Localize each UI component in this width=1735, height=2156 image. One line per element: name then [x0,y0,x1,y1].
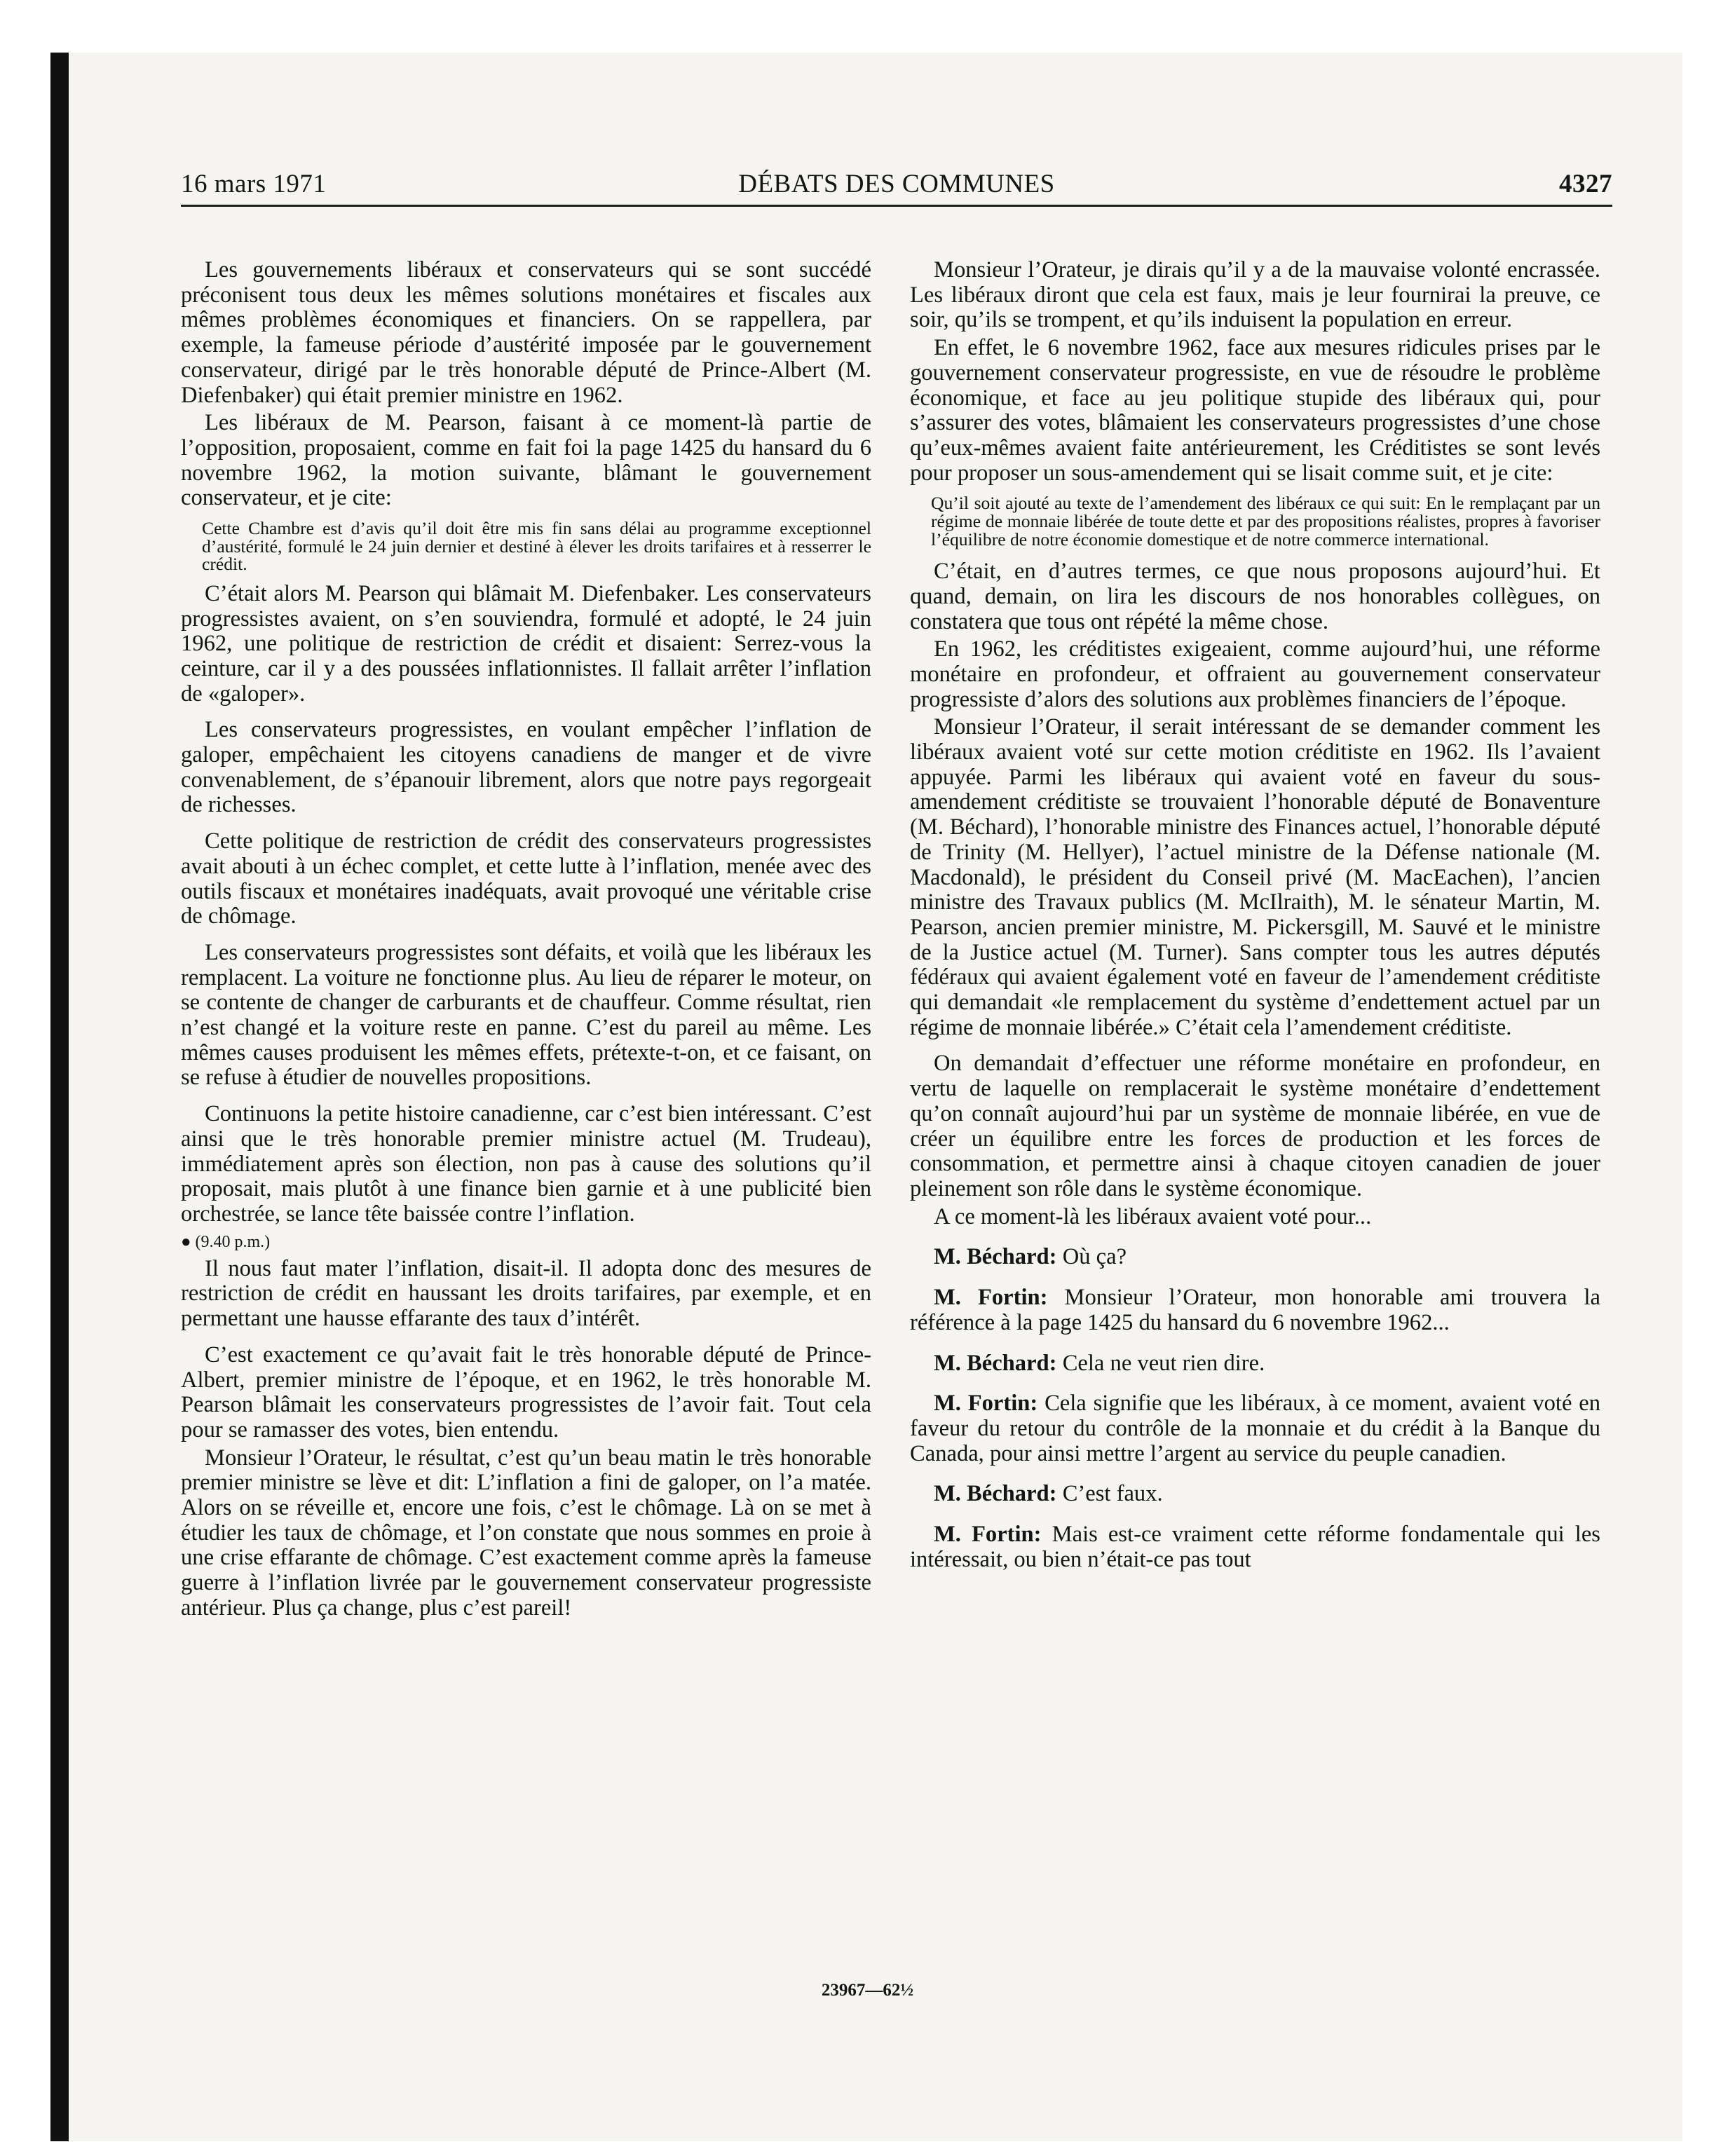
paragraph: On demandait d’effectuer une réforme monétaire en profondeur, en vertu de laquelle on remplacerait le système monétaire d’endettement qu’on connaît aujourd’hui par un système de monnaie libérée, en vue de créer un équilibre entre les forces de production et les forces de consommation, et permettre ainsi à chaque citoyen canadien de jouer pleinement son rôle dans le système économique. [910,1051,1600,1201]
paragraph: Monsieur l’Orateur, il serait intéressant de se demander comment les libéraux avaient voté sur cette motion créditiste en 1962. Ils l’avaient appuyée. Parmi les libéraux qui avaient voté en faveur du sous-amendement créditiste se trouvaient l’honorable député de Bonaventure (M. Béchard), l’honorable ministre des Finances actuel, l’honorable député de Trinity (M. Hellyer), l’actuel ministre de la Défense nationale (M. Macdonald), le président du Conseil privé (M. MacEachen), l’ancien ministre des Travaux publics (M. McIlraith), M. le sénateur Martin, M. Pearson, ancien premier ministre, M. Pickersgill, M. Sauvé et le ministre de la Justice actuel (M. Turner). Sans compter tous les autres députés fédéraux qui avaient également voté en faveur de l’amendement créditiste qui demandait «le remplacement du système d’endettement actuel par un régime de monnaie libérée.» C’était cela l’amendement créditiste. [910,714,1600,1040]
speaker-entry [910,1482,1600,1507]
running-header [181,163,1612,207]
speaker-name: M. Fortin: [934,1522,1042,1548]
paragraph: Cette politique de restriction de crédit des conservateurs progressistes avait abouti à un échec complet, et cette lutte à l’inflation, menée avec des outils fiscaux et monétaires inadéquats, avait provoqué une véritable crise de chômage. [181,828,871,929]
speech-text: Cela signifie que les libéraux, à ce moment, avaient voté en faveur du retour du contrôle de la monnaie et du crédit à la Banque du Canada, pour ainsi mettre l’argent au service du peuple canadien. [910,1391,1600,1466]
paragraph: Les conservateurs progressistes sont défaits, et voilà que les libéraux les remplacent. La voiture ne fonctionne plus. Au lieu de réparer le moteur, on se contente de changer de carburants et de chauffeur. Comme résultat, rien n’est changé et la voiture reste en panne. C’est du pareil au même. Les mêmes causes produisent les mêmes effets, prétexte-t-on, et ce faisant, on se refuse à étudier de nouvelles propositions. [181,939,871,1091]
header-date: 16 mars 1971 [181,170,327,198]
speaker-name: M. Fortin: [934,1391,1038,1417]
paragraph: En effet, le 6 novembre 1962, face aux mesures ridicules prises par le gouvernement conservateur progressiste, en vue de résoudre le problème économique, et face au jeu politique stupide des libéraux qui, pour s’assurer des votes, blâmaient les conservateurs progressistes d’une chose qu’eux-mêmes avaient faite antérieurement, les Créditistes se sont levés pour proposer un sous-amendement qui se lisait comme suit, et je cite: [910,335,1600,486]
scan-edge-bar [50,53,69,2141]
speaker-entry [910,1285,1600,1335]
speaker-entry [910,1391,1600,1466]
time-marker: ● (9.40 p.m.) [181,1232,271,1251]
paragraph: Monsieur l’Orateur, je dirais qu’il y a de la mauvaise volonté encrassée. Les libéraux diront que cela est faux, mais je leur fournirai la preuve, ce soir, qu’ils se trompent, et qu’ils induisent la population en erreur. [910,257,1600,333]
speaker-name: M. Béchard: [934,1350,1057,1376]
right-column [910,258,1600,1575]
page-number: 4327 [1559,170,1612,198]
paragraph: En 1962, les créditistes exigeaient, comme aujourd’hui, une réforme monétaire en profondeur, et offraient au gouvernement conservateur progressiste d’alors des solutions aux problèmes financiers de l’époque. [910,636,1600,712]
speaker-entry [910,1351,1600,1377]
paragraph: Les gouvernements libéraux et conservateurs qui se sont succédé préconisent tous deux les mêmes solutions monétaires et fiscales aux mêmes problèmes économiques et financiers. On se rappellera, par exemple, la fameuse période d’austérité imposée par le gouvernement conservateur, dirigé par le très honorable député de Prince-Albert (M. Diefenbaker) qui était premier ministre en 1962. [181,257,871,408]
speaker-entry [910,1522,1600,1572]
print-code-footer: 23967—62½ [821,1981,914,2000]
header-title: DÉBATS DES COMMUNES [738,170,1055,198]
block-quote: Qu’il soit ajouté au texte de l’amendement des libéraux ce qui suit: En le remplaçant par un régime de monnaie libérée de toute dette et par des propositions réalistes, propres à favoriser l’équilibre de notre économie domestique et de notre commerce international. [931,493,1600,550]
speaker-name: M. Fortin: [934,1285,1048,1311]
speaker-entry [910,1245,1600,1270]
speech-text: C’est faux. [1062,1481,1163,1507]
speech-text: Où ça? [1062,1244,1127,1270]
left-column [181,258,871,1624]
paragraph: A ce moment-là les libéraux avaient voté pour... [934,1203,1372,1229]
speech-text: Mais est-ce vraiment cette réforme fondamentale qui les intéressait, ou bien n’était-ce pas tout [910,1522,1600,1572]
paragraph: Il nous faut mater l’inflation, disait-il. Il adopta donc des mesures de restriction de crédit en haussant les droits tarifaires, par exemple, et en permettant une hausse effarante des taux d’intérêt. [181,1255,871,1332]
paragraph: Monsieur l’Orateur, le résultat, c’est qu’un beau matin le très honorable premier ministre se lève et dit: L’inflation a fini de galoper, on l’a matée. Alors on se réveille et, encore une fois, c’est le chômage. Là on se met à étudier les taux de chômage, et l’on constate que nous sommes en proie à une crise effarante de chômage. C’est exactement comme après la fameuse guerre à l’inflation livrée par le gouvernement conservateur progressiste antérieur. Plus ça change, plus c’est pareil! [181,1445,871,1621]
speech-text: Monsieur l’Orateur, mon honorable ami trouvera la référence à la page 1425 du hansard du 6 novembre 1962... [910,1285,1601,1335]
speaker-name: M. Béchard: [934,1481,1057,1507]
paragraph: Continuons la petite histoire canadienne, car c’est bien intéressant. C’est ainsi que le très honorable premier ministre actuel (M. Trudeau), immédiatement après son élection, non pas à cause des solutions qu’il proposait, mais plutôt à une finance bien garnie et à une publicité bien orchestrée, se lance tête baissée contre l’inflation. [181,1101,871,1227]
paragraph: C’était alors M. Pearson qui blâmait M. Diefenbaker. Les conservateurs progressistes avaient, on s’en souviendra, formulé et adopté, le 24 juin 1962, une politique de restriction de crédit et disaient: Serrez-vous la ceinture, car il y a des poussées inflationnistes. Il fallait arrêter l’inflation de «galoper». [181,580,871,707]
speaker-name: M. Béchard: [934,1244,1057,1270]
paragraph: Les libéraux de M. Pearson, faisant à ce moment-là partie de l’opposition, proposaient, comme en fait foi la page 1425 du hansard du 6 novembre 1962, la motion suivante, blâmant le gouvernement conservateur, et je cite: [181,410,871,511]
paragraph: C’est exactement ce qu’avait fait le très honorable député de Prince-Albert, premier ministre de l’époque, et en 1962, le très honorable M. Pearson blâmait les conservateurs progressistes de l’avoir fait. Tout cela pour se ramasser des votes, bien entendu. [181,1342,871,1442]
block-quote: Cette Chambre est d’avis qu’il doit être mis fin sans délai au programme exceptionnel d’austérité, formulé le 24 juin dernier et destiné à élever les droits tarifaires et à resserrer le crédit. [202,518,871,575]
paragraph: C’était, en d’autres termes, ce que nous proposons aujourd’hui. Et quand, demain, on lira les discours de nos honorables collègues, on constatera que tous ont répété la même chose. [910,559,1600,634]
paragraph: Les conservateurs progressistes, en voulant empêcher l’inflation de galoper, empêchaient les citoyens canadiens de manger et de vivre convenablement, de s’épanouir librement, alors que notre pays regorgeait de richesses. [181,717,871,818]
speech-text: Cela ne veut rien dire. [1062,1350,1265,1376]
